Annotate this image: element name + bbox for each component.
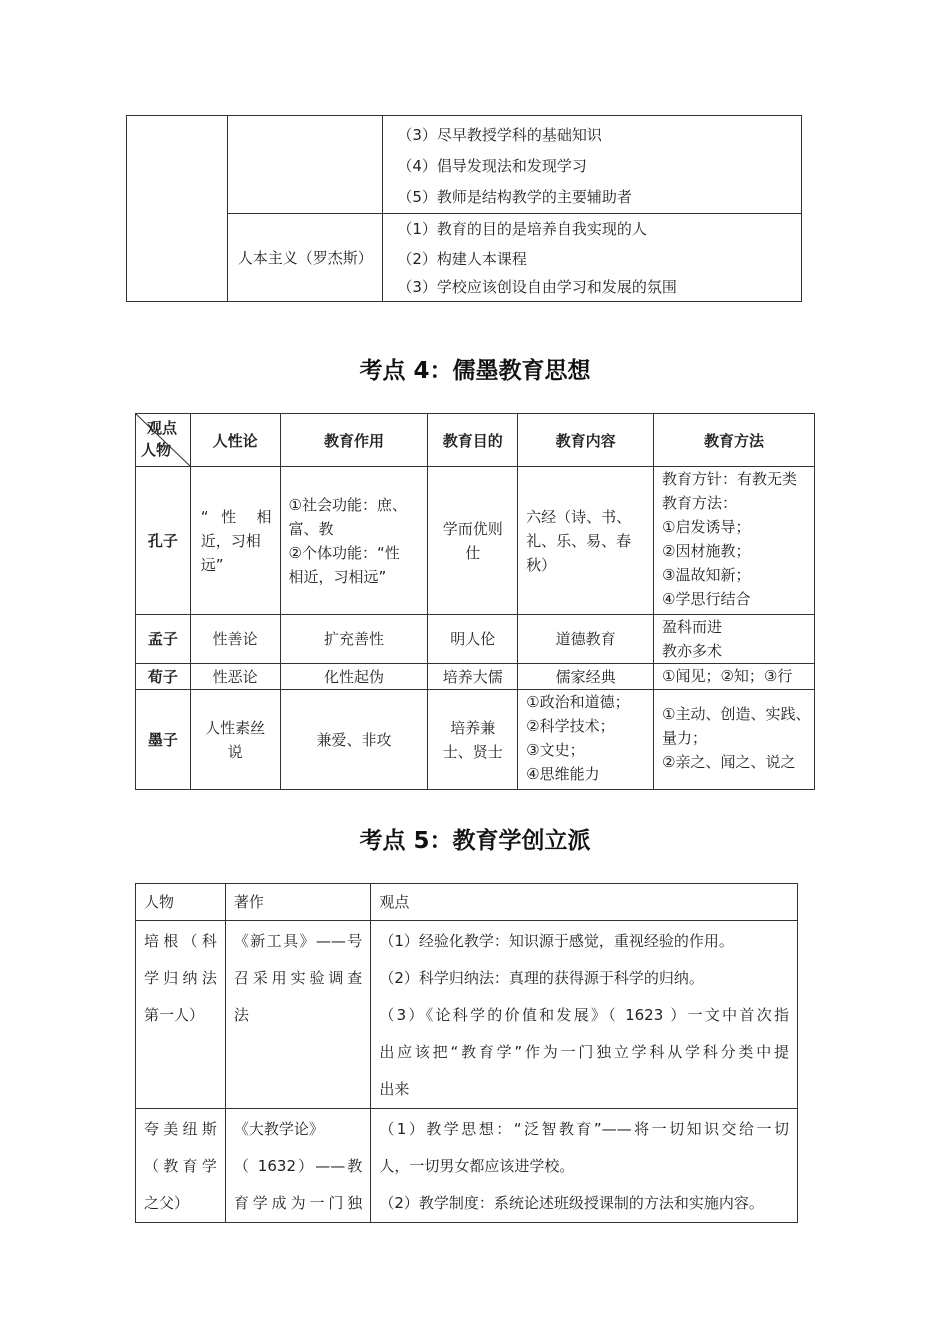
- person-cell: [136, 1109, 226, 1223]
- cell-line: 人性素丝: [205, 718, 266, 737]
- aim-cell: 明人伦: [428, 615, 518, 664]
- content-cell: [518, 690, 654, 790]
- table-row: [136, 664, 815, 690]
- cell-line: 学而优则: [442, 519, 503, 538]
- cell-line: 之父）: [144, 1194, 190, 1212]
- role-cell: [280, 467, 428, 615]
- work-cell: [225, 1109, 370, 1223]
- person-name: 荀子: [136, 664, 191, 690]
- content-cell: 儒家经典: [518, 664, 654, 690]
- cell-line: （2）科学归纳法：真理的获得源于科学的归纳。: [379, 969, 704, 987]
- cell-line: 仕: [465, 543, 481, 562]
- aim-cell: [428, 467, 518, 615]
- column-header: 教育作用: [280, 414, 428, 467]
- role-cell: 扩充善性: [280, 615, 428, 664]
- cell-line: 盈科而进: [662, 618, 723, 636]
- cell-line: 召采用实验调查: [233, 969, 363, 987]
- section-heading: 考点 4：儒墨教育思想: [359, 358, 591, 384]
- cell-line: 培养兼: [450, 718, 496, 737]
- cell-line: ①主动、创造、实践、: [662, 705, 811, 723]
- column-header: 人物: [136, 884, 226, 921]
- role-cell: 化性起伪: [280, 664, 428, 690]
- content-cell: 道德教育: [518, 615, 654, 664]
- cell-line: 近，习相: [200, 531, 261, 550]
- table-row: [136, 690, 815, 790]
- cell-line: 夸美纽斯: [144, 1120, 217, 1138]
- cell-line: 学归纳法: [144, 969, 217, 987]
- cell-line: ④思维能力: [526, 765, 600, 783]
- person-name: 墨子: [136, 690, 191, 790]
- cell-line: ②因材施教；: [662, 542, 751, 560]
- pedagogy-founders-table: [135, 883, 798, 1223]
- cell-line: ④学思行结合: [662, 590, 751, 608]
- cell-line: ②亲之、闻之、说之: [662, 753, 796, 771]
- cell-line: 量力；: [662, 729, 708, 747]
- list-item: （3）学校应该创设自由学习和发展的氛围: [397, 278, 677, 296]
- cell-line: 出应该把“教育学”作为一门独立学科从学科分类中提: [379, 1043, 789, 1061]
- cell-line: 富、教: [288, 519, 334, 538]
- cell-line: （1）经验化教学：知识源于感觉，重视经验的作用。: [379, 932, 734, 950]
- role-cell: 兼爱、非攻: [280, 690, 428, 790]
- corner-label-top: 观点: [147, 419, 178, 437]
- table-cell: [227, 116, 383, 214]
- method-cell: ①闻见；②知；③行: [654, 664, 815, 690]
- cell-line: 远”: [200, 555, 224, 574]
- work-cell: [225, 921, 370, 1109]
- column-header: 教育目的: [428, 414, 518, 467]
- cell-line: （ 1632）——教: [233, 1157, 363, 1175]
- aim-cell: 培养大儒: [428, 664, 518, 690]
- confucian-mohist-table: [135, 413, 815, 790]
- column-header: 人性论: [190, 414, 280, 467]
- list-item: （2）构建人本课程: [397, 250, 527, 268]
- table-cell: [127, 116, 228, 302]
- table-row: [136, 615, 815, 664]
- content-cell: [518, 467, 654, 615]
- column-header: 著作: [225, 884, 370, 921]
- cell-line: ③文史；: [526, 741, 585, 759]
- table-row: [136, 1109, 798, 1223]
- cell-line: 六经（诗、书、: [526, 507, 632, 526]
- nature-cell: 性善论: [190, 615, 280, 664]
- list-item: （4）倡导发现法和发现学习: [397, 157, 587, 175]
- cell-line: （2）教学制度：系统论述班级授课制的方法和实施内容。: [379, 1194, 764, 1212]
- cell-line: 出来: [379, 1080, 410, 1098]
- cell-line: ①社会功能：庶、: [288, 495, 407, 514]
- table-row: [136, 467, 815, 615]
- cell-line: 秋）: [526, 555, 557, 574]
- cell-line: （3）《论科学的价值和发展》（ 1623 ）一文中首次指: [379, 1006, 789, 1024]
- person-cell: [136, 921, 226, 1109]
- cell-line: ②科学技术；: [526, 717, 615, 735]
- theory-points: [383, 214, 802, 302]
- column-header: 观点: [371, 884, 798, 921]
- corner-header: [136, 414, 191, 467]
- cell-line: 教育方法：: [662, 494, 738, 512]
- cell-line: 教育方针：有教无类: [662, 470, 798, 488]
- nature-cell: [190, 690, 280, 790]
- cell-line: 《大教学论》: [233, 1120, 324, 1138]
- cell-line: 《新工具》——号: [233, 932, 363, 950]
- theory-table-continued: [126, 115, 802, 302]
- theory-name: 人本主义（罗杰斯）: [227, 214, 383, 302]
- cell-line: 育学成为一门独: [233, 1194, 363, 1212]
- cell-line: ①启发诱导；: [662, 518, 751, 536]
- aim-cell: [428, 690, 518, 790]
- nature-cell: [190, 467, 280, 615]
- cell-line: 教亦多术: [662, 642, 723, 660]
- column-header: 教育内容: [518, 414, 654, 467]
- cell-line: 第一人）: [144, 1006, 205, 1024]
- cell-line: （1）教学思想：“泛智教育”——将一切知识交给一切: [379, 1120, 789, 1138]
- list-item: （3）尽早教授学科的基础知识: [397, 126, 602, 144]
- table-row: [136, 921, 798, 1109]
- method-cell: [654, 615, 815, 664]
- nature-cell: 性恶论: [190, 664, 280, 690]
- cell-line: ②个体功能：“性: [288, 543, 400, 562]
- cell-line: 法: [233, 1006, 249, 1024]
- list-item: （5）教师是结构教学的主要辅助者: [397, 188, 632, 206]
- list-item: （1）教育的目的是培养自我实现的人: [397, 220, 647, 238]
- column-header: 教育方法: [654, 414, 815, 467]
- cell-line: 士、贤士: [442, 742, 503, 761]
- cell-line: ③温故知新；: [662, 566, 751, 584]
- cell-line: ①政治和道德；: [526, 693, 630, 711]
- cell-line: 人，一切男女都应该进学校。: [379, 1157, 575, 1175]
- cell-line: 礼、乐、易、春: [526, 531, 632, 550]
- method-cell: [654, 467, 815, 615]
- cell-line: “ 性 相: [200, 507, 272, 526]
- views-cell: [371, 1109, 798, 1223]
- cell-line: 说: [227, 742, 243, 761]
- method-cell: [654, 690, 815, 790]
- cell-line: （教育学: [144, 1157, 217, 1175]
- theory-points: [383, 116, 802, 214]
- views-cell: [371, 921, 798, 1109]
- cell-line: 相近，习相远”: [288, 567, 387, 586]
- corner-label-bottom: 人物: [141, 441, 172, 459]
- section-heading: 考点 5：教育学创立派: [359, 828, 591, 854]
- person-name: 孔子: [136, 467, 191, 615]
- person-name: 孟子: [136, 615, 191, 664]
- cell-line: 培根（科: [144, 932, 217, 950]
